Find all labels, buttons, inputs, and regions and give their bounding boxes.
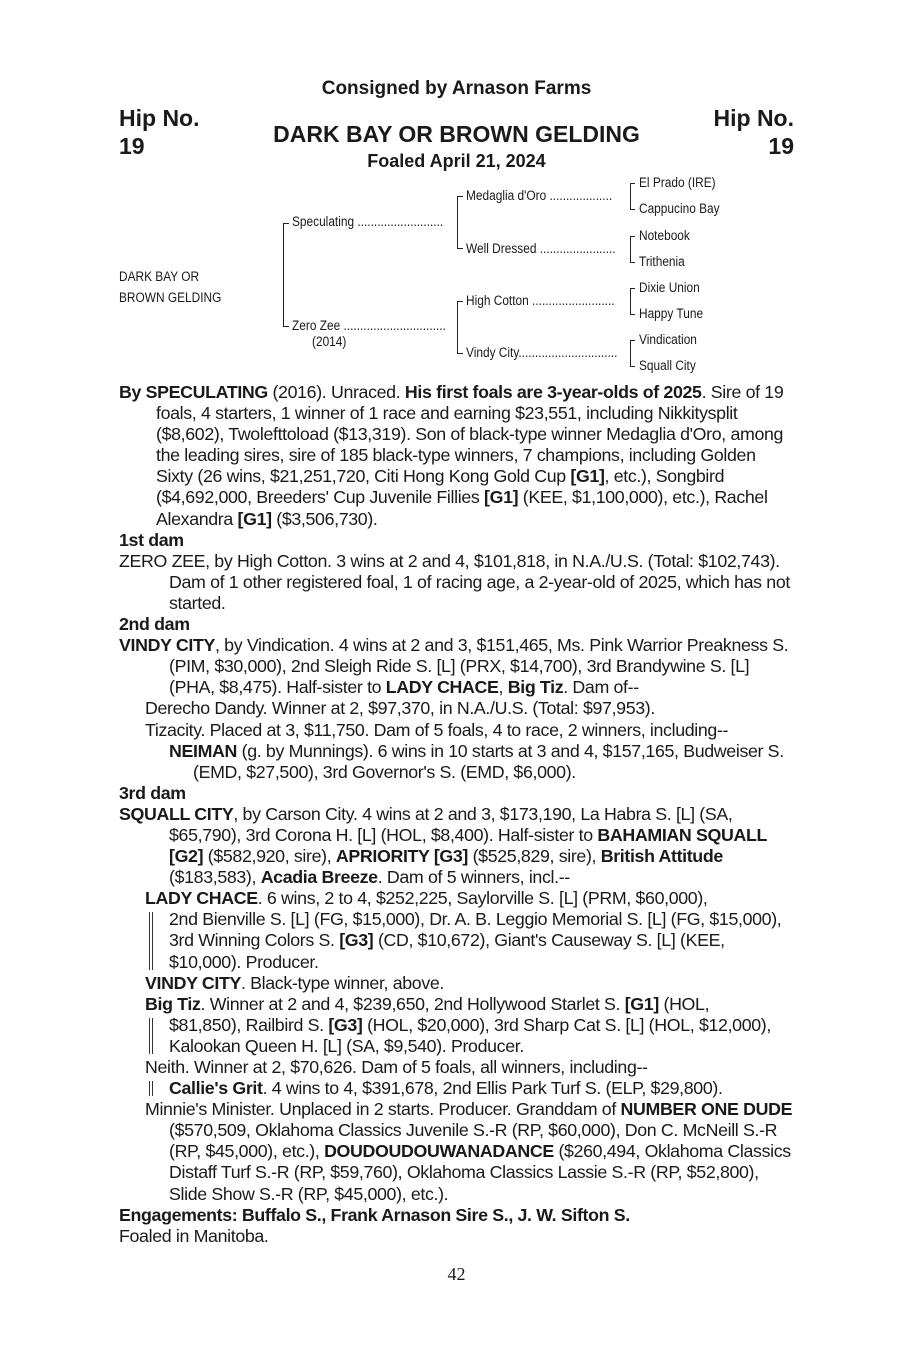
sire-paragraph: By SPECULATING (2016). Unraced. His first foals are 3-year-olds of 2025. Sire of 19 foals, 4 starters, 1 winner of 1 race and earning $23,551, including Nikkitysplit ($8,602), Twolefttoload ($13,319). Son of black-type winner Medaglia d'Oro, among the leading sires, sire of 185 black-type winners, 7 champions, including Golden Sixty (26 wins, $21,251,720, Citi Hong Kong Gold Cup [G1], etc.), Songbird ($4,692,000, Breeders' Cup Juvenile Fillies [G1] (KEE, $1,100,000), etc.), Rachel Alexandra [G1] ($3,506,730). bbox=[119, 382, 784, 529]
pedigree-ggp: Happy Tune bbox=[639, 306, 704, 321]
produce-big-tiz: Big Tiz. Winner at 2 and 4, $239,650, 2nd Hollywood Starlet S. [G1] (HOL, bbox=[145, 993, 710, 1014]
pedigree-dam-sire: High Cotton ......................... bbox=[466, 293, 615, 308]
engagements: Engagements: Buffalo S., Frank Arnason Sire S., J. W. Sifton S. bbox=[119, 1204, 630, 1225]
pedigree-ggp: Notebook bbox=[639, 228, 690, 243]
produce-neith: Neith. Winner at 2, $70,626. Dam of 5 foals, all winners, including-- bbox=[145, 1057, 648, 1077]
produce-neiman: NEIMAN (g. by Munnings). 6 wins in 10 starts at 3 and 4, $157,165, Budweiser S. (EMD, $27,500), 3rd Governor's S. (EMD, $6,000). bbox=[169, 740, 784, 782]
produce-vindy-city: VINDY CITY. Black-type winner, above. bbox=[145, 972, 445, 993]
produce-lady-chace: LADY CHACE. 6 wins, 2 to 4, $252,225, Saylorville S. [L] (PRM, $60,000), bbox=[145, 888, 708, 909]
pedigree-subject: DARK BAY OR BROWN GELDING bbox=[119, 269, 222, 305]
pedigree-sire-dam: Well Dressed ....................... bbox=[466, 241, 616, 256]
consignor-line: Consigned by Arnason Farms bbox=[321, 78, 592, 99]
foaled-in: Foaled in Manitoba. bbox=[119, 1225, 269, 1246]
produce-derecho: Derecho Dandy. Winner at 2, $97,370, in N.A./U.S. (Total: $97,953). bbox=[145, 698, 655, 719]
produce-callies-grit: Callie's Grit. 4 wins to 4, $391,678, 2nd Ellis Park Turf S. (ELP, $29,800). bbox=[119, 1078, 796, 1099]
pedigree-ggp: Dixie Union bbox=[639, 280, 700, 295]
produce-minnies-minister: Minnie's Minister. Unplaced in 2 starts. Producer. Granddam of NUMBER ONE DUDE ($570,509, Oklahoma Classics Juvenile S.-R (RP, $60,000), Don C. McNeill S.-R (RP, $45,000), etc.), DOUDOUDOUWANADANCE ($260,494, Oklahoma Classics Distaff Turf S.-R (RP, $59,760), Oklahoma Classics Lassie S.-R (RP, $52,800), Slide Show S.-R (RP, $45,000), etc.). bbox=[145, 1099, 793, 1204]
third-dam-heading: 3rd dam bbox=[119, 782, 186, 803]
produce-tizacity: Tizacity. Placed at 3, $11,750. Dam of 5 foals, 4 to race, 2 winners, including-- bbox=[145, 719, 729, 740]
page-number: 42 bbox=[447, 1264, 466, 1284]
hip-number: 19 bbox=[768, 133, 794, 159]
second-dam-paragraph: VINDY CITY, by Vindication. 4 wins at 2 and 3, $151,465, Ms. Pink Warrior Preakness S. (PIM, $30,000), 2nd Sleigh Ride S. [L] (PRX, $14,700), 3rd Brandywine S. [L] (PHA, $8,475). Half-sister to LADY CHACE, Big Tiz. Dam of-- bbox=[119, 635, 789, 698]
pedigree-dam-year: (2014) bbox=[312, 334, 347, 349]
pedigree-ggp: Squall City bbox=[639, 358, 696, 373]
page-title: DARK BAY OR BROWN GELDING bbox=[273, 121, 640, 147]
produce-big-tiz-detail: $81,850), Railbird S. [G3] (HOL, $20,000), 3rd Sharp Cat S. [L] (HOL, $12,000), Kalookan Queen H. [L] (SA, $9,540). Producer. bbox=[119, 1015, 796, 1057]
produce-lady-chace-detail: 2nd Bienville S. [L] (FG, $15,000), Dr. A. B. Leggio Memorial S. [L] (FG, $15,000), 3rd Winning Colors S. [G3] (CD, $10,672), Giant's Causeway S. [L] (KEE, $10,000). Producer. bbox=[119, 909, 796, 972]
first-dam-heading: 1st dam bbox=[119, 529, 184, 550]
foaled-date: Foaled April 21, 2024 bbox=[367, 151, 546, 171]
pedigree-ggp: Trithenia bbox=[639, 254, 685, 269]
pedigree-dam: Zero Zee ............................... bbox=[292, 318, 446, 333]
hip-label: Hip No. bbox=[713, 105, 794, 131]
third-dam-paragraph: SQUALL CITY, by Carson City. 4 wins at 2 and 3, $173,190, La Habra S. [L] (SA, $65,790), 3rd Corona H. [L] (HOL, $8,400). Half-sister to BAHAMIAN SQUALL [G2] ($582,920, sire), APRIORITY [G3] ($525,829, sire), British Attitude ($183,583), Acadia Breeze. Dam of 5 winners, incl.-- bbox=[119, 803, 767, 888]
pedigree-ggp: Cappucino Bay bbox=[639, 201, 720, 216]
hip-number: 19 bbox=[119, 133, 145, 159]
catalog-body bbox=[119, 382, 796, 1247]
pedigree-ggp: El Prado (IRE) bbox=[639, 175, 716, 190]
hip-label: Hip No. bbox=[119, 105, 200, 131]
second-dam-heading: 2nd dam bbox=[119, 614, 190, 635]
pedigree-sire-sire: Medaglia d'Oro ................... bbox=[466, 188, 613, 203]
pedigree-ggp: Vindication bbox=[639, 332, 697, 347]
pedigree-dam-dam: Vindy City.............................. bbox=[466, 345, 618, 360]
first-dam-paragraph: ZERO ZEE, by High Cotton. 3 wins at 2 and 4, $101,818, in N.A./U.S. (Total: $102,743). Dam of 1 other registered foal, 1 of racing age, a 2-year-old of 2025, which has not started. bbox=[119, 550, 790, 613]
pedigree-sire: Speculating .......................... bbox=[292, 214, 444, 229]
